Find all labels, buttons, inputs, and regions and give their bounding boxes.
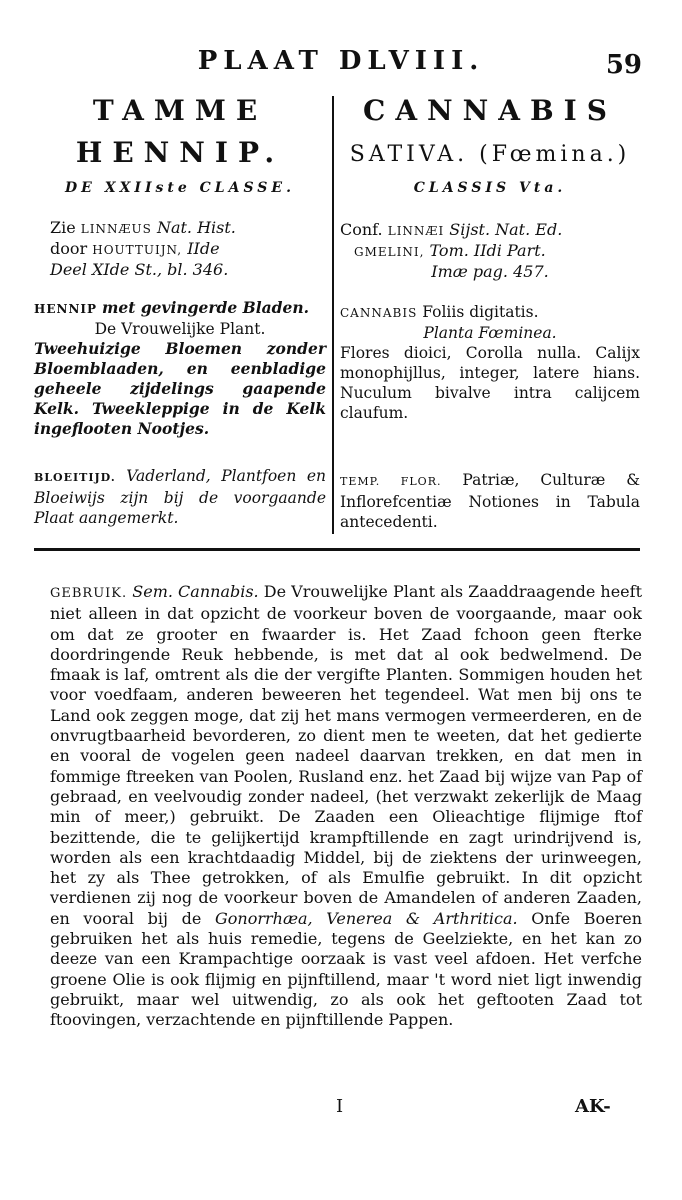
right-title-2: SATIVA. (Fœmina.) bbox=[349, 142, 631, 167]
left-plant-sex: De Vrouwelijke Plant. bbox=[94, 320, 266, 338]
left-description: Tweehuizige Bloemen zonder Bloemblaaden, en eenbladige geheele zijdelings gaapende Kelk. Tweekleppige in de Kelk ingeflooten Nootjes. bbox=[34, 339, 326, 438]
body-text bbox=[50, 582, 642, 1031]
right-plant-sex: Planta Fœminea. bbox=[423, 324, 557, 342]
ref-author: LINNÆUS bbox=[80, 222, 152, 236]
ref-work: Nat. Hist. bbox=[156, 218, 236, 237]
ref-author-r: LINNÆI bbox=[387, 224, 445, 238]
ref-page-r: Imæ pag. 457. bbox=[431, 262, 549, 281]
body-italic-1: Gonorrhæa, Venerea & Arthritica. bbox=[215, 908, 518, 928]
right-species-desc: Foliis digitatis. bbox=[422, 303, 539, 321]
right-temp bbox=[340, 470, 640, 532]
signature-mark: I bbox=[336, 1096, 344, 1117]
right-class-line: CLASSIS Vta. bbox=[413, 180, 567, 196]
left-bloeitijd bbox=[34, 466, 326, 528]
right-title-1: CANNABIS bbox=[363, 94, 617, 127]
left-title-2: HENNIP. bbox=[75, 136, 285, 169]
ref-prefix: Zie bbox=[50, 218, 76, 237]
page-number: 59 bbox=[605, 50, 642, 80]
left-class-line: DE XXIIste CLASSE. bbox=[65, 180, 295, 196]
temp-text: Patriæ, Culturæ & Inflorefcentiæ Notiones in Tabula antecedenti. bbox=[340, 471, 640, 531]
catchword: AK- bbox=[575, 1096, 611, 1117]
ref-work-r: Sijst. Nat. Ed. bbox=[449, 220, 563, 239]
right-description: Flores dioici, Corolla nulla. Calijx monophijllus, integer, latere hians. Nuculum bivalve intra calijcem claufum. bbox=[340, 344, 640, 422]
left-title-1: TAMME bbox=[92, 94, 268, 127]
ref-editor-r: GMELINI, bbox=[354, 245, 425, 259]
bloeitijd-label: BLOEITIJD. bbox=[34, 471, 116, 484]
body-label: GEBRUIK. bbox=[50, 586, 128, 601]
ref-translator: HOUTTUIJN, bbox=[92, 243, 183, 257]
left-reference bbox=[50, 218, 320, 280]
ref-part: IIde bbox=[187, 239, 220, 258]
ref-line2-prefix: door bbox=[50, 239, 88, 258]
left-species bbox=[34, 298, 326, 439]
left-species-name: HENNIP bbox=[34, 302, 98, 316]
ref-prefix-r: Conf. bbox=[340, 220, 383, 239]
body-text-2: Onfe Boeren gebruiken het als huis remedie, tegens de Geelziekte, en het kan zo deeze van een Krampachtige oorzaak is vast veel afdoen. Het verfche groene Olie is ook flijmig en pijnftillend, maar 't word niet ligt inwendig gebruikt, maar wel uitwendig, zo als ook het geftooten Zaad tot ftoovingen, verzachtende en pijnftillende Pappen. bbox=[50, 908, 643, 1030]
body-sem: Sem. Cannabis. bbox=[132, 582, 259, 601]
right-species bbox=[340, 302, 640, 423]
plate-title: PLAAT DLVIII. bbox=[197, 46, 485, 76]
left-species-desc: met gevingerde Bladen. bbox=[102, 298, 310, 317]
bloeitijd-text: Vaderland, Plantfoen en Bloeiwijs zijn bij de voorgaande Plaat aangemerkt. bbox=[34, 467, 326, 527]
temp-label: TEMP. FLOR. bbox=[340, 475, 442, 488]
body-text-1: De Vrouwelijke Plant als Zaaddraagende heeft niet alleen in dat opzicht de voorkeur boven de voorgaande, maar ook om dat ze grooter en fwaarder is. Het Zaad fchoon geen fterke doordringende Reuk hebbende, is met dat al ook bedwelmend. De fmaak is laf, omtrent als die der vergifte Planten. Sommigen houden het voor voedfaam, anderen beweeren het tegendeel. Wat men bij ons te Land ook zeggen moge, dat zij het mans vermogen vermeerderen, en de onvrugtbaarheid bevorderen, zo dient men te weeten, dat het gedierte en vooral de vogelen geen nadeel daarvan trekken, en dat men in fommige ftreeken van Poolen, Rusland enz. het Zaad bij wijze van Pap of gebraad, en veelvoudig zonder nadeel, (het verzwakt zekerlijk de Maag min of meer,) gebruikt. De Zaaden een Olieachtige flijmige ftof bezittende, die te gelijkertijd krampftillende en zagt urindrijvend is, worden als een krachtdaadig Middel, bij de ziektens der urinweegen, het zy als Thee getrokken, of als Emulfie gebruikt. In dit opzicht verdienen zij nog de voorkeur boven de Amandelen of anderen Zaaden, en vooral bij de bbox=[50, 582, 643, 928]
right-reference bbox=[340, 220, 640, 282]
right-species-name: CANNABIS bbox=[340, 306, 418, 320]
ref-line3: Deel XIde St., bl. 346. bbox=[50, 260, 229, 279]
ref-tome-r: Tom. IIdi Part. bbox=[429, 241, 546, 260]
section-rule bbox=[34, 548, 640, 551]
column-divider bbox=[332, 96, 334, 534]
